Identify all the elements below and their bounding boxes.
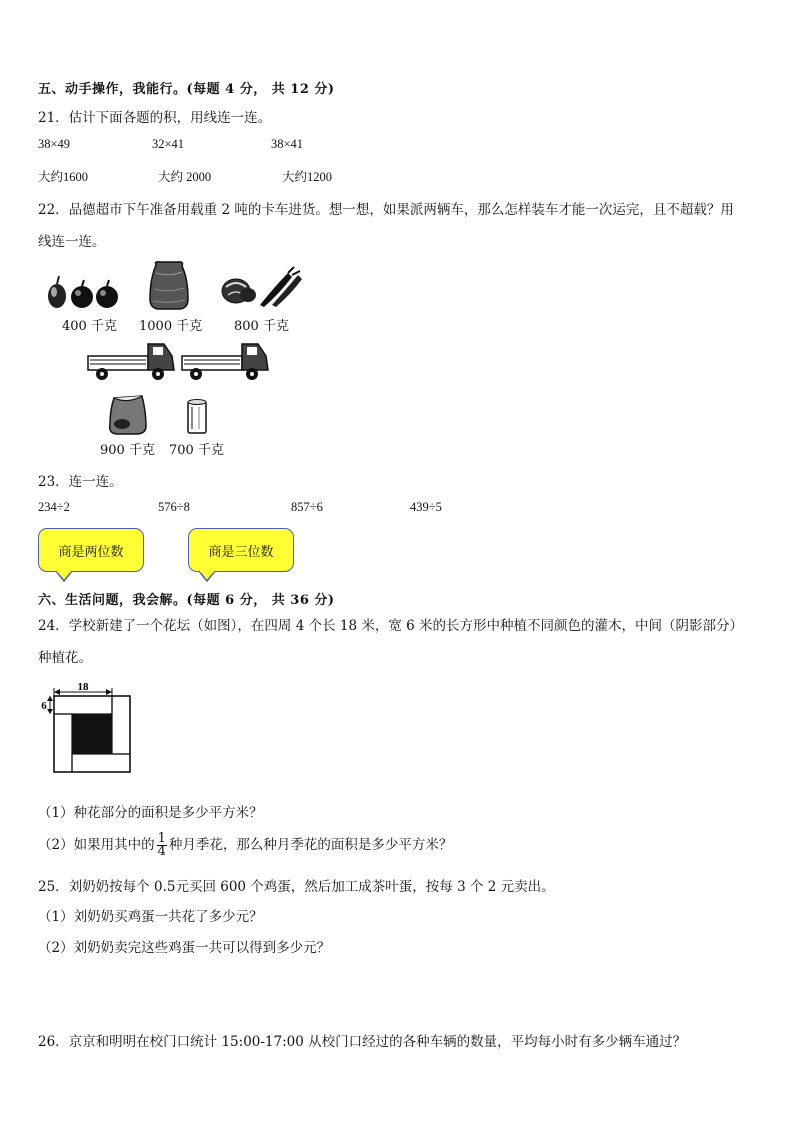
q24-sub2-prefix: （2）如果用其中的: [38, 837, 155, 853]
question-24-line-1: 24．学校新建了一个花坛（如图），在四周 4 个长 18 米，宽 6 米的长方形中种植不同颜色的灌木，中间（阴影部分）: [38, 618, 744, 634]
dimension-width-label: 6: [41, 700, 47, 712]
bubble-three-digit: [188, 528, 294, 572]
bag-illustration: [106, 392, 150, 436]
fraction-one-quarter: [157, 833, 167, 858]
bubble-pointer: [56, 571, 76, 583]
q21-expression-2: 32×41: [152, 137, 185, 151]
truck-icon: [180, 338, 272, 384]
section-five-title: 五、动手操作，我能行。(每题 4 分， 共 12 分): [38, 82, 335, 97]
question-26-stem: 26．京京和明明在校门口统计 15:00-17:00 从校门口经过的各种车辆的数量，平均每小时有多少辆车通过？: [38, 1034, 687, 1050]
truck-icon: [86, 338, 178, 384]
question-22-line-1: 22．品德超市下午准备用载重 2 吨的卡车进货。想一想，如果派两辆车，那么怎样装车才能一次运完，且不超载？用: [38, 202, 734, 218]
question-24-line-2: 种植花。: [38, 650, 92, 666]
q23-expression-4: 439÷5: [410, 500, 442, 514]
q23-expression-1: 234÷2: [38, 500, 70, 514]
vegetables-illustration: [218, 265, 304, 309]
question-25-sub-1: （1）刘奶奶买鸡蛋一共花了多少元？: [38, 909, 263, 925]
fraction-numerator: 1: [157, 831, 166, 846]
question-25-sub-2: （2）刘奶奶卖完这些鸡蛋一共可以得到多少元？: [38, 940, 331, 956]
bubble-label: 商是三位数: [208, 544, 274, 560]
flowerbed-diagram: [36, 680, 136, 776]
question-25-stem: 25．刘奶奶按每个 0.5元买回 600 个鸡蛋，然后加工成茶叶蛋，按每 3 个 2 元卖出。: [38, 879, 555, 895]
goods-weight-label: 700 千克: [169, 443, 224, 458]
q21-estimate-2: 大约 2000: [158, 170, 212, 184]
question-21-stem: 21．估计下面各题的积，用线连一连。: [38, 110, 272, 126]
q23-expression-3: 857÷6: [291, 500, 323, 514]
bubble-pointer: [199, 571, 219, 583]
question-22-line-2: 线连一连。: [38, 234, 106, 250]
can-illustration: [184, 397, 210, 437]
dimension-length-label: 18: [77, 681, 89, 693]
fraction-denominator: 4: [157, 844, 166, 859]
q21-expression-3: 38×41: [271, 137, 304, 151]
q21-estimate-3: 大约1200: [282, 170, 333, 184]
section-six-title: 六、生活问题，我会解。(每题 6 分， 共 36 分): [38, 593, 335, 608]
goods-weight-label: 400 千克: [62, 319, 117, 334]
goods-weight-label: 900 千克: [100, 443, 155, 458]
question-23-stem: 23．连一连。: [38, 474, 123, 490]
question-24-sub-2: [38, 832, 452, 858]
bubble-label: 商是两位数: [58, 544, 124, 560]
question-24-sub-1: （1）种花部分的面积是多少平方米？: [38, 805, 263, 821]
q21-expression-1: 38×49: [38, 137, 71, 151]
goods-weight-label: 1000 千克: [139, 319, 203, 334]
q24-sub2-suffix: 种月季花，那么种月季花的面积是多少平方米？: [168, 837, 453, 853]
fruit-illustration: [44, 264, 122, 310]
bubble-two-digit: [38, 528, 144, 572]
q21-estimate-1: 大约1600: [38, 170, 89, 184]
sack-illustration: [146, 259, 192, 311]
q23-expression-2: 576÷8: [158, 500, 190, 514]
goods-weight-label: 800 千克: [234, 319, 289, 334]
